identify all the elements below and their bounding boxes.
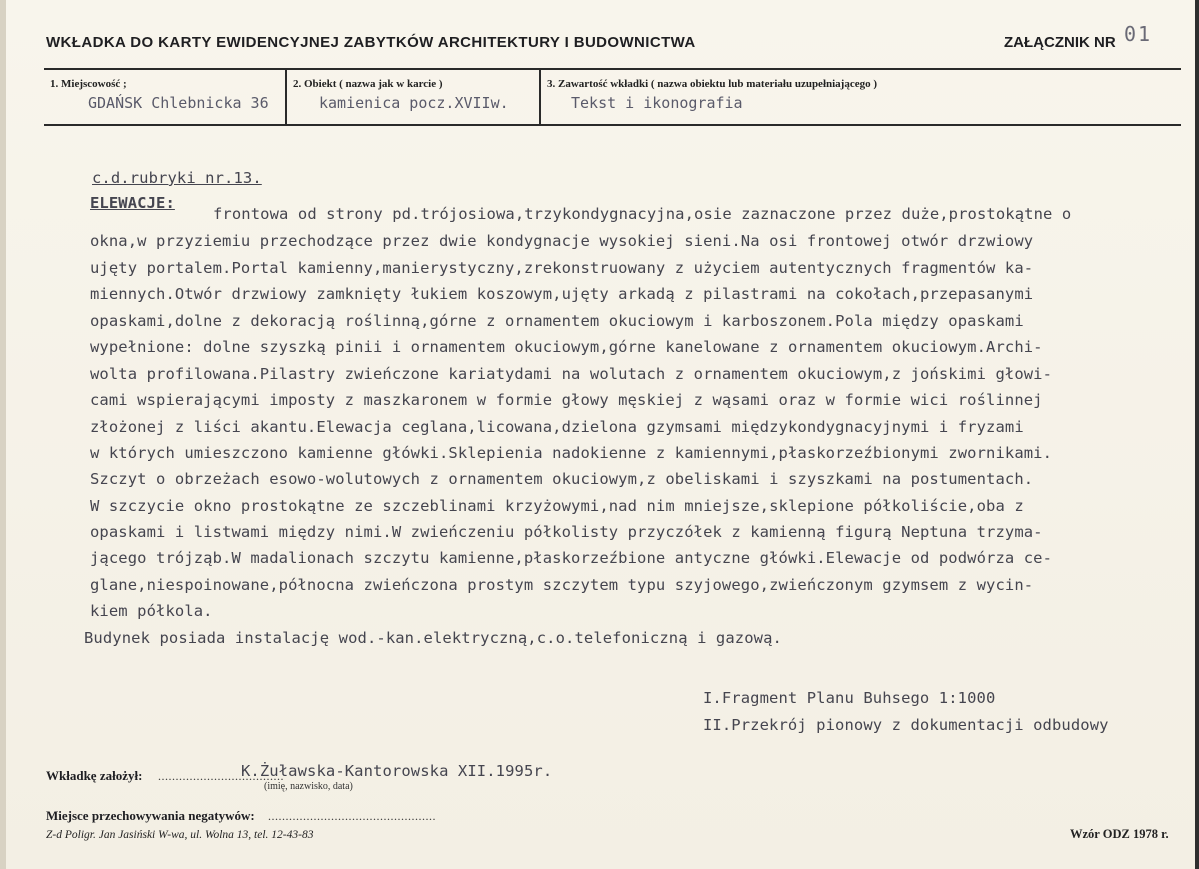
body-line: miennych.Otwór drzwiowy zamknięty łukiem koszowym,ujęty arkadą z pilastrami na cokołach,przepasanymi [90, 285, 1034, 303]
field-location [44, 70, 287, 124]
body-line: ujęty portalem.Portal kamienny,manierystyczny,zrekonstruowany z użyciem autentycznych fragmentów ka- [90, 259, 1034, 277]
founder-label: Wkładkę założył: [46, 768, 143, 783]
card-left-edge [0, 0, 6, 869]
storage-dots: ................................................ [268, 809, 436, 823]
field-object-label: 2. Obiekt ( nazwa jak w karcie ) [293, 78, 443, 90]
reference-item: II.Przekrój pionowy z dokumentacji odbudowy [703, 716, 1109, 734]
body-line: glane,niespoinowane,północna zwieńczona prostym szczytem typu szyjowego,zwieńczonym gzymsem z wycin- [90, 576, 1034, 594]
field-object [287, 70, 541, 124]
body-line: kiem półkola. [90, 602, 213, 620]
annex-label: ZAŁĄCZNIK NR [1004, 34, 1116, 51]
body-line: Szczyt o obrzeżach esowo-wolutowych z ornamentem okuciowym,z obeliskami i szyszkami na postumentach. [90, 470, 1034, 488]
printer-imprint: Z-d Poligr. Jan Jasiński W-wa, ul. Wolna 13, tel. 12-43-83 [46, 829, 314, 841]
form-title: WKŁADKA DO KARTY EWIDENCYJNEJ ZABYTKÓW ARCHITEKTURY I BUDOWNICTWA [46, 34, 696, 51]
founder-dots: .................................... [158, 769, 284, 783]
body-line: Budynek posiada instalację wod.-kan.elektryczną,c.o.telefoniczną i gazową. [84, 629, 782, 647]
annex-number: 01 [1124, 22, 1153, 46]
founder-hint: (imię, nazwisko, data) [264, 781, 353, 792]
field-contents [541, 70, 1181, 124]
field-contents-label: 3. Zawartość wkładki ( nazwa obiektu lub materiału uzupełniającego ) [547, 78, 878, 90]
reference-item: I.Fragment Planu Buhsego 1:1000 [703, 689, 996, 707]
body-line: wolta profilowana.Pilastry zwieńczone kariatydami na wolutach z ornamentem okuciowym,z jońskimi głowi- [90, 365, 1053, 383]
field-contents-value: Tekst i ikonografia [571, 94, 743, 112]
storage-label: Miejsce przechowywania negatywów: [46, 808, 255, 823]
body-line: jącego trójząb.W madalionach szczytu kamienne,płaskorzeźbione antyczne główki.Elewacje od podwórza ce- [90, 549, 1053, 567]
founder-value: K.Żuławska-Kantorowska XII.1995r. [241, 762, 553, 780]
body-line: opaskami i listwami między nimi.W zwieńczeniu półkolisty przyczółek z kamienną figurą Neptuna trzyma- [90, 523, 1043, 541]
field-location-value: GDAŃSK Chlebnicka 36 [88, 94, 269, 112]
body-line: W szczycie okno prostokątne ze szczeblinami krzyżowymi,nad nim mniejsze,sklepione półkoliście,oba z [90, 497, 1024, 515]
field-object-value: kamienica pocz.XVIIw. [319, 94, 509, 112]
continuation-heading: c.d.rubryki nr.13. [92, 169, 262, 187]
body-line: opaskami,dolne z dekoracją roślinną,górne z ornamentem okuciowym i karboszonem.Pola między opaskami [90, 312, 1024, 330]
body-line: złożonej z liści akantu.Elewacja ceglana,licowana,dzielona gzymsami międzykondygnacyjnymi i fryzami [90, 418, 1024, 436]
field-location-label: 1. Miejscowość ; [50, 78, 127, 90]
section-heading: ELEWACJE: [90, 194, 175, 212]
card-right-edge [1195, 0, 1199, 869]
form-code: Wzór ODZ 1978 r. [1070, 827, 1169, 841]
body-line: cami wspierającymi imposty z maszkaronem w formie głowy męskiej z wąsami oraz w formie wici roślinnej [90, 391, 1043, 409]
body-line: wypełnione: dolne szyszką pinii i ornamentem okuciowym,górne kanelowane z ornamentem okuciowym.Archi- [90, 338, 1043, 356]
body-line: frontowa od strony pd.trójosiowa,trzykondygnacyjna,osie zaznaczone przez duże,prostokątne o [213, 205, 1072, 223]
header-fields-box [44, 68, 1181, 126]
body-line: w których umieszczono kamienne główki.Sklepienia nadokienne z kamiennymi,płaskorzeźbionymi zwornikami. [90, 444, 1053, 462]
body-line: okna,w przyziemiu przechodzące przez dwie kondygnacje wysokiej sieni.Na osi frontowej otwór drzwiowy [90, 232, 1034, 250]
